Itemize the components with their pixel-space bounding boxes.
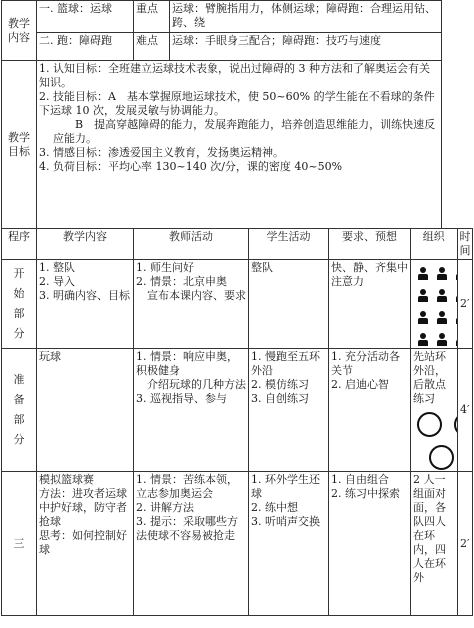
teacher-line: 3. 巡视指导、参与 bbox=[136, 392, 227, 405]
label-difficulty: 难点 bbox=[134, 33, 170, 61]
person-icon bbox=[436, 289, 448, 303]
content-line: 1. 整队 bbox=[39, 261, 75, 274]
procedure-label: 准备部分 bbox=[13, 373, 25, 446]
content-line: 3. 明确内容、目标 bbox=[39, 289, 130, 302]
organization-cell bbox=[411, 472, 458, 616]
procedure-label: 开始部分 bbox=[13, 267, 25, 340]
teacher-cell bbox=[134, 349, 249, 472]
teacher-line: 1. 师生问好 bbox=[136, 261, 194, 274]
organization-text: 2 人一组面对面，各队四人在环内，四人在环外 bbox=[413, 473, 446, 584]
student-line: 3. 自创练习 bbox=[251, 392, 309, 405]
col-header-time: 时间 bbox=[457, 229, 473, 260]
requirement-cell bbox=[329, 472, 411, 616]
procedure-three: 三 bbox=[2, 472, 37, 616]
col-header-student: 学生活动 bbox=[249, 229, 329, 260]
teacher-line: 宣布本课内容、要求 bbox=[136, 289, 246, 302]
content-line: 玩球 bbox=[39, 350, 61, 363]
goal-line: 1. 认知目标：全班建立运球技术表象，说出过障碍的 3 种方法和了解奥运会有关知识。 bbox=[39, 62, 430, 89]
organization-cell bbox=[411, 349, 458, 472]
teacher-line: 1. 情景：响应申奥，积极健身 bbox=[136, 350, 238, 377]
person-icon bbox=[417, 289, 429, 303]
key-point-text: 运球：臂腕指用力，体侧运球；障碍跑：合理运用钻、跨、绕 bbox=[170, 1, 442, 33]
person-icon bbox=[436, 311, 448, 325]
content-cell bbox=[37, 349, 134, 472]
teacher-line: 3. 提示：采取哪些方法使球不容易被抢走 bbox=[136, 515, 238, 542]
col-header-procedure: 程序 bbox=[2, 229, 37, 260]
requirement-cell bbox=[329, 260, 411, 349]
person-icon bbox=[417, 333, 429, 347]
goal-line: 4. 负荷目标：平均心率 130~140 次/分，课的密度 40~50% bbox=[39, 160, 343, 173]
student-line: 2. 模仿练习 bbox=[251, 378, 309, 391]
goal-line: 2. 技能目标：A 基本掌握原地运球技术，使 50~60% 的学生能在不看球的条件下运球 10 次，发展灵敏与协调能力。 bbox=[39, 90, 435, 117]
procedure-prepare bbox=[2, 349, 37, 472]
content-line: 模拟篮球赛 bbox=[39, 473, 94, 486]
label-key-point: 重点 bbox=[134, 1, 170, 33]
lesson-plan-table bbox=[1, 0, 473, 616]
person-icon bbox=[436, 333, 448, 347]
col-header-requirement: 要求、预想 bbox=[329, 229, 411, 260]
teacher-cell bbox=[134, 472, 249, 616]
col-header-content: 教学内容 bbox=[37, 229, 134, 260]
formation-diagram bbox=[413, 261, 455, 347]
difficulty-text: 运球：手眼身三配合；障碍跑：技巧与速度 bbox=[170, 33, 442, 61]
goal-line: 应能力。 bbox=[53, 132, 97, 145]
col-header-organization: 组织 bbox=[411, 229, 458, 260]
requirement-line: 1. 自由组合 bbox=[331, 473, 389, 486]
student-line: 3. 听哨声交换 bbox=[251, 515, 320, 528]
ring-icon bbox=[429, 445, 454, 470]
content-line: 2. 导入 bbox=[39, 275, 75, 288]
student-line: 1. 慢跑至五环外沿 bbox=[251, 350, 320, 377]
requirement-line: 2. 练习中探索 bbox=[331, 487, 400, 500]
content-item-basketball: 一. 篮球：运球 bbox=[37, 1, 134, 33]
ring-icon bbox=[417, 412, 442, 437]
content-cell bbox=[37, 260, 134, 349]
goals-text bbox=[37, 61, 442, 229]
time-cell: 4′ bbox=[457, 349, 473, 472]
student-cell bbox=[249, 472, 329, 616]
requirement-cell bbox=[329, 349, 411, 472]
person-icon bbox=[417, 267, 429, 281]
organization-cell bbox=[411, 260, 458, 349]
time-cell: 2′ bbox=[457, 472, 473, 616]
organization-text: 先站环外沿，后散点练习 bbox=[413, 350, 446, 405]
time-cell: 2′ bbox=[457, 260, 473, 349]
person-icon bbox=[417, 311, 429, 325]
content-line: 思考：如何控制好球 bbox=[39, 529, 127, 556]
rings-diagram bbox=[413, 406, 457, 470]
col-header-teacher: 教师活动 bbox=[134, 229, 249, 260]
requirement-line: 2. 启迪心智 bbox=[331, 378, 389, 391]
teacher-line: 2. 讲解方法 bbox=[136, 501, 194, 514]
teacher-line: 1. 情景：苦练本领，立志参加奥运会 bbox=[136, 473, 238, 500]
content-item-obstacle-run: 二. 跑：障碍跑 bbox=[37, 33, 134, 61]
student-line: 2. 练中想 bbox=[251, 501, 298, 514]
label-teaching-goals: 教学目标 bbox=[2, 61, 37, 229]
goal-line: 3. 情感目标：渗透爱国主义教育，发扬奥运精神。 bbox=[39, 146, 284, 159]
person-icon bbox=[436, 267, 448, 281]
student-cell bbox=[249, 349, 329, 472]
teacher-line: 介绍玩球的几种方法 bbox=[136, 378, 246, 391]
content-line: 方法：进攻者运球中护好球，防守者抢球 bbox=[39, 487, 127, 528]
procedure-start bbox=[2, 260, 37, 349]
student-cell bbox=[249, 260, 329, 349]
label-teaching-content: 教学内容 bbox=[2, 1, 37, 61]
student-line: 1. 环外学生还球 bbox=[251, 473, 320, 500]
goal-line: B 提高穿越障碍的能力，发展奔跑能力，培养创造思维能力，训练快速反 bbox=[75, 118, 436, 131]
student-line: 整队 bbox=[251, 261, 273, 274]
teacher-cell bbox=[134, 260, 249, 349]
content-cell bbox=[37, 472, 134, 616]
requirement-line: 1. 充分活动各关节 bbox=[331, 350, 400, 377]
teacher-line: 2. 情景：北京申奥 bbox=[136, 275, 227, 288]
requirement-line: 快、静、齐集中注意力 bbox=[331, 261, 408, 288]
